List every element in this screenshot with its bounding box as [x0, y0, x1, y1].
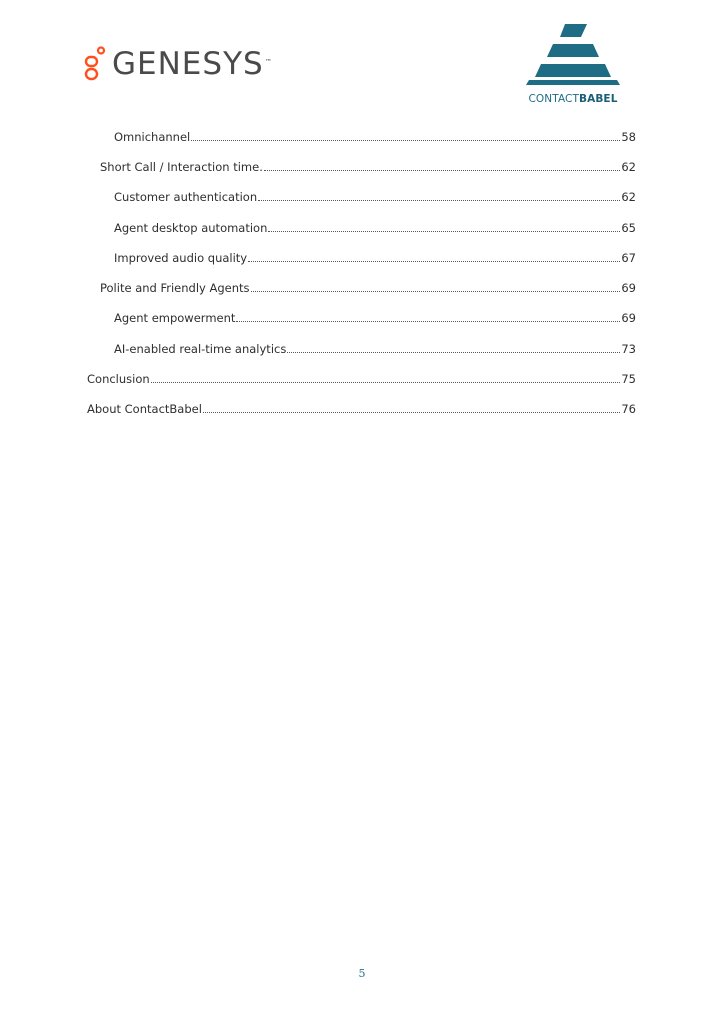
- toc-entry-page: 65: [621, 221, 636, 235]
- genesys-symbol-icon: [84, 46, 106, 82]
- toc-entry-label: Omnichannel: [114, 130, 191, 144]
- toc-entry-agent-desktop-automation[interactable]: [114, 219, 636, 235]
- toc-entry-label: Conclusion: [87, 372, 150, 386]
- toc-leader-dots: [248, 260, 620, 262]
- toc-entry-page: 69: [621, 281, 636, 295]
- toc-entry-label: Improved audio quality: [114, 251, 248, 265]
- toc-entry-improved-audio-quality[interactable]: [114, 249, 636, 265]
- toc-entry-agent-empowerment[interactable]: [114, 309, 636, 325]
- toc-entry-label: Agent desktop automation: [114, 221, 268, 235]
- toc-leader-dots: [151, 381, 621, 383]
- toc-leader-dots: [268, 230, 620, 232]
- toc-entry-page: 73: [621, 342, 636, 356]
- toc-entry-page: 76: [621, 402, 636, 416]
- toc-leader-dots: [191, 139, 620, 141]
- toc-entry-label: Customer authentication: [114, 190, 258, 204]
- contactbabel-word-contact: CONTACT: [528, 93, 579, 105]
- toc-entry-conclusion[interactable]: [87, 370, 636, 386]
- toc-entry-omnichannel[interactable]: [114, 128, 636, 144]
- page-number: 5: [358, 967, 366, 980]
- contactbabel-pyramid-icon: [516, 24, 630, 90]
- toc-leader-dots: [264, 169, 621, 171]
- toc-leader-dots: [258, 199, 620, 201]
- toc-entry-short-call[interactable]: [100, 158, 636, 174]
- toc-entry-page: 69: [621, 311, 636, 325]
- toc-entry-label: Polite and Friendly Agents: [100, 281, 250, 295]
- genesys-logo: [84, 44, 272, 84]
- toc-entry-customer-authentication[interactable]: [114, 188, 636, 204]
- toc-entry-page: 67: [621, 251, 636, 265]
- toc-entry-page: 62: [621, 160, 636, 174]
- genesys-wordmark: GENESYS: [112, 45, 264, 82]
- contactbabel-word-babel: BABEL: [579, 93, 618, 105]
- toc-entry-label: AI-enabled real-time analytics: [114, 342, 287, 356]
- toc-leader-dots: [251, 290, 621, 292]
- toc-leader-dots: [236, 320, 620, 322]
- genesys-trademark: ™: [264, 58, 272, 66]
- toc-entry-polite-friendly-agents[interactable]: [100, 279, 636, 295]
- toc-entry-label: Agent empowerment: [114, 311, 236, 325]
- toc-entry-page: 75: [621, 372, 636, 386]
- contactbabel-logo: [516, 24, 630, 108]
- toc-entry-label: Short Call / Interaction time.: [100, 160, 263, 174]
- toc-entry-page: 62: [621, 190, 636, 204]
- toc-leader-dots: [287, 351, 620, 353]
- toc-entry-ai-real-time-analytics[interactable]: [114, 340, 636, 356]
- contactbabel-wordmark: [516, 93, 630, 105]
- toc-entry-label: About ContactBabel: [87, 402, 202, 416]
- toc-entry-about-contactbabel[interactable]: [87, 400, 636, 416]
- toc-leader-dots: [203, 411, 620, 413]
- toc-entry-page: 58: [621, 130, 636, 144]
